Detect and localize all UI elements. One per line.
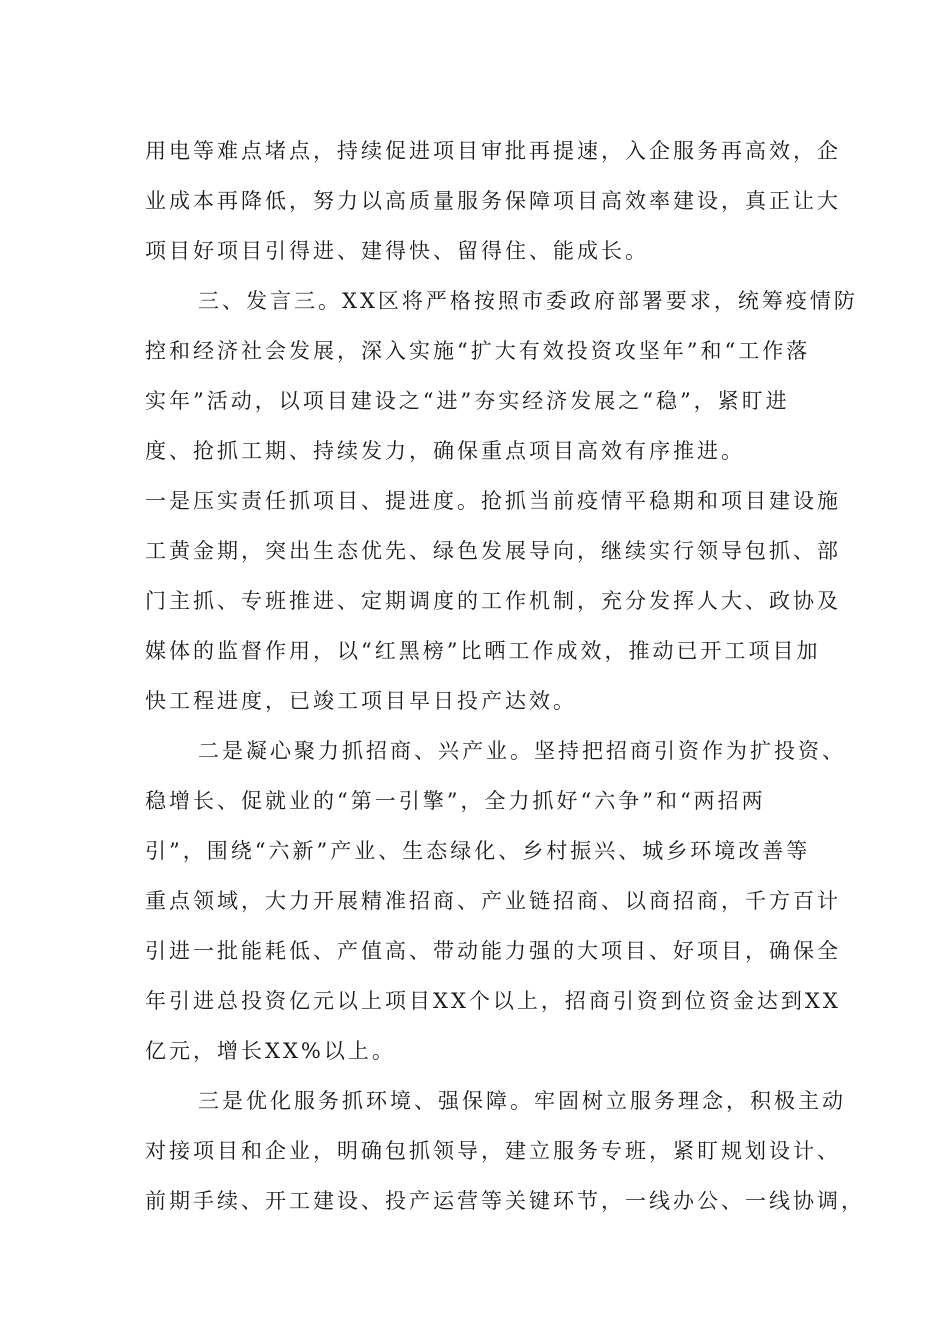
text-line-22: 前期手续、开工建设、投产运营等关键环节，一线办公、一线协调， (145, 1189, 865, 1213)
text-line-18: 年引进总投资亿元以上项目XX个以上，招商引资到位资金达到XX (145, 989, 841, 1013)
text-line-16: 重点领域，大力开展精准招商、产业链招商、以商招商，千方百计 (145, 889, 841, 913)
text-line-21: 对接项目和企业，明确包抓领导，建立服务专班，紧盯规划设计、 (145, 1139, 841, 1163)
paragraph-heading-speech-3: 三、发言三。XX区将严格按照市委政府部署要求，统筹疫情防 (198, 289, 858, 313)
text-line-1: 用电等难点堵点，持续促进项目审批再提速，入企服务再高效，企 (145, 139, 841, 163)
text-line-2: 业成本再降低，努力以高质量服务保障项目高效率建设，真正让大 (145, 189, 841, 213)
text-line-12: 快工程进度，已竣工项目早日投产达效。 (145, 689, 577, 713)
text-line-10: 门主抓、专班推进、定期调度的工作机制，充分发挥人大、政协及 (145, 589, 841, 613)
paragraph-point-2: 二是凝心聚力抓招商、兴产业。坚持把招商引资作为扩投资、 (198, 739, 846, 763)
text-line-7: 度、抢抓工期、持续发力，确保重点项目高效有序推进。 (145, 439, 745, 463)
paragraph-point-1: 一是压实责任抓项目、提进度。抢抓当前疫情平稳期和项目建设施 (145, 489, 841, 513)
text-line-15: 引”，围绕“六新”产业、生态绿化、乡村振兴、城乡环境改善等 (145, 839, 811, 863)
text-line-11: 媒体的监督作用，以“红黑榜”比晒工作成效，推动已开工项目加 (145, 639, 821, 663)
paragraph-point-3: 三是优化服务抓环境、强保障。牢固树立服务理念，积极主动 (198, 1089, 846, 1113)
text-line-19: 亿元，增长XX%以上。 (145, 1039, 396, 1063)
text-line-9: 工黄金期，突出生态优先、绿色发展导向，继续实行领导包抓、部 (145, 539, 841, 563)
text-line-6: 实年”活动，以项目建设之“进”夯实经济发展之“稳”，紧盯进 (145, 389, 790, 413)
text-line-5: 控和经济社会发展，深入实施“扩大有效投资攻坚年”和“工作落 (145, 339, 811, 363)
text-line-17: 引进一批能耗低、产值高、带动能力强的大项目、好项目，确保全 (145, 939, 841, 963)
text-line-3: 项目好项目引得进、建得快、留得住、能成长。 (145, 239, 649, 263)
text-line-14: 稳增长、促就业的“第一引擎”，全力抓好“六争”和“两招两 (145, 789, 766, 813)
